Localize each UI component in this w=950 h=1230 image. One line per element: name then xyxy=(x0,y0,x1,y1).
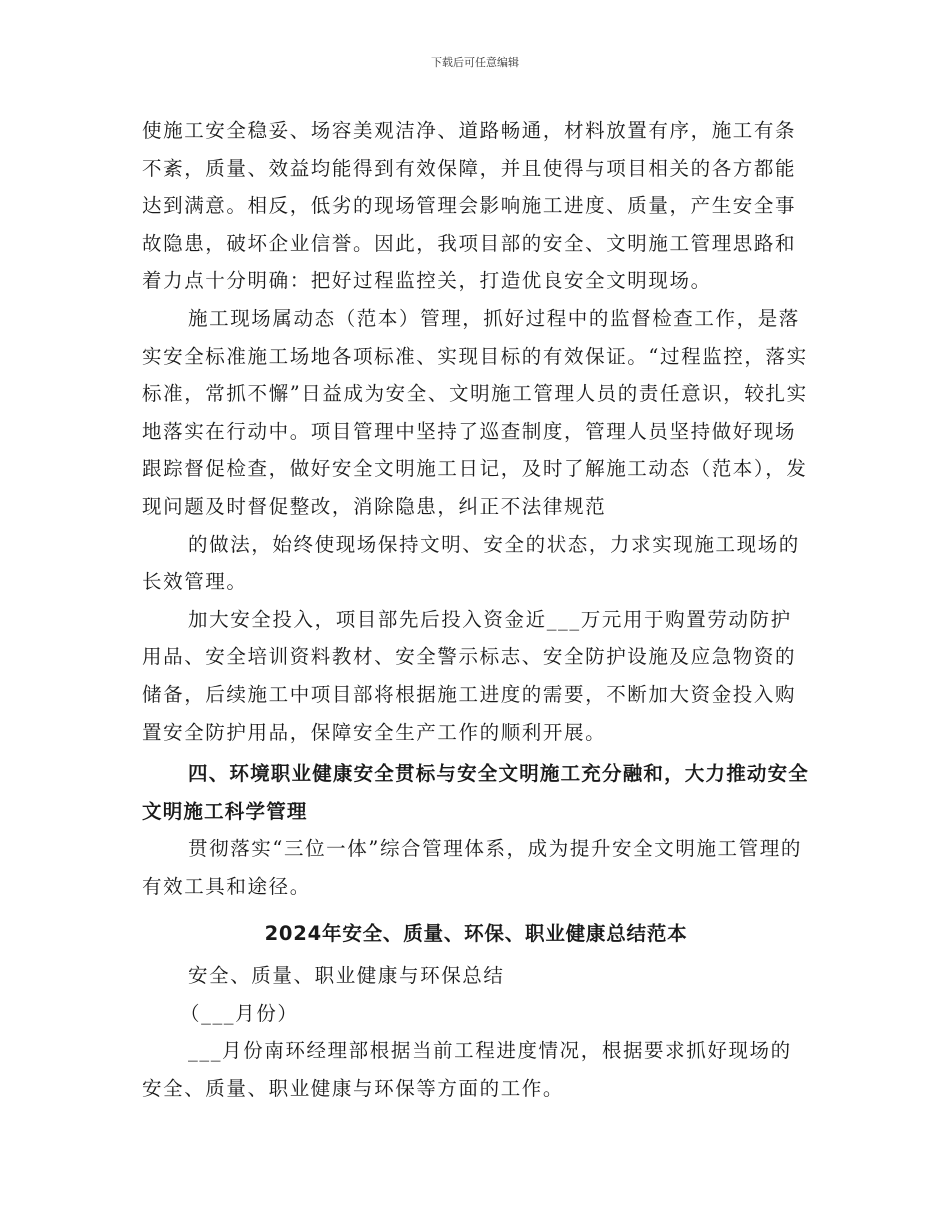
paragraph-long-term-management: 的做法，始终使现场保持文明、安全的状态，力求实现施工现场的长效管理。 xyxy=(142,532,800,594)
paragraph-site-management: 使施工安全稳妥、场容美观洁净、道路畅通，材料放置有序，施工有条不紊，质量、效益均能得到有效保障，并且使得与项目相关的各方都能达到满意。相反，低劣的现场管理会影响施工进度、质量，产生安全事故隐患，破坏企业信誉。因此，我项目部的安全、文明施工管理思路和着力点十分明确：把好过程监控关，打造优良安全文明现场。 xyxy=(142,119,797,293)
paragraph-dynamic-management: 施工现场属动态（范本）管理，抓好过程中的监督检查工作，是落实安全标准施工场地各项标准、实现目标的有效保证。“过程监控，落实标准，常抓不懈”日益成为安全、文明施工管理人员的责任意识，较扎实地落实在行动中。项目管理中坚持了巡查制度，管理人员坚持做好现场跟踪督促检查，做好安全文明施工日记，及时了解施工动态（范本），发现问题及时督促整改，消除隐患，纠正不法律规范 xyxy=(142,306,808,518)
paragraph-monthly-work: ___月份南环经理部根据当前工程进度情况，根据要求抓好现场的安全、质量、职业健康与环保等方面的工作。 xyxy=(142,1039,792,1100)
header-note: 下载后可任意编辑 xyxy=(431,56,519,69)
section-heading-four: 四、环境职业健康安全贯标与安全文明施工充分融和，大力推动安全文明施工科学管理 xyxy=(142,762,810,823)
paragraph-management-system: 贯彻落实“三位一体”综合管理体系，成为提升安全文明施工管理的有效工具和途径。 xyxy=(142,837,802,898)
paragraph-month: （___月份） xyxy=(180,1001,299,1025)
document-body xyxy=(142,112,810,1107)
document-title-2024: 2024年安全、质量、环保、职业健康总结范本 xyxy=(264,922,688,946)
paragraph-summary-subtitle: 安全、质量、职业健康与环保总结 xyxy=(188,964,505,988)
paragraph-safety-investment: 加大安全投入，项目部先后投入资金近___万元用于购置劳动防护用品、安全培训资料教材、安全警示标志、安全防护设施及应急物资的储备，后续施工中项目部将根据施工进度的需要，不断加大资金投入购置安全防护用品，保障安全生产工作的顺利开展。 xyxy=(142,607,797,744)
